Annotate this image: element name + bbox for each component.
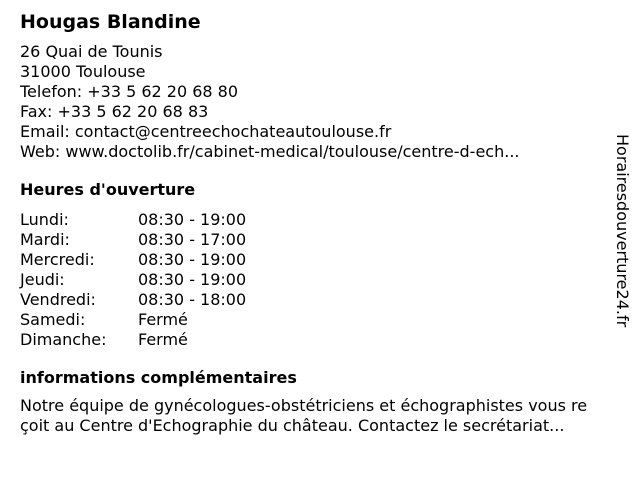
hours-row-thursday bbox=[20, 270, 632, 290]
site-watermark bbox=[611, 134, 633, 374]
opening-hours-heading: Heures d'ouverture bbox=[20, 180, 196, 199]
day-label: Mercredi: bbox=[20, 250, 95, 269]
time-range: 08:30 - 19:00 bbox=[138, 210, 247, 229]
time-range: Fermé bbox=[138, 310, 188, 329]
hours-row-wednesday bbox=[20, 250, 632, 270]
hours-row-tuesday bbox=[20, 230, 632, 250]
additional-info-heading: informations complémentaires bbox=[20, 368, 297, 387]
business-card bbox=[20, 8, 632, 436]
day-label: Dimanche: bbox=[20, 330, 107, 349]
time-range: 08:30 - 17:00 bbox=[138, 230, 247, 249]
hours-row-monday bbox=[20, 210, 632, 230]
additional-info-line: çoit au Centre d'Echographie du château. Contactez le secrétariat... bbox=[20, 416, 565, 435]
additional-info-line: Notre équipe de gynécologues-obstétriciens et échographistes vous re bbox=[20, 396, 588, 415]
opening-hours-table bbox=[20, 210, 632, 350]
business-name: Hougas Blandine bbox=[20, 11, 201, 33]
time-range: Fermé bbox=[138, 330, 188, 349]
day-label: Jeudi: bbox=[20, 270, 65, 289]
day-label: Mardi: bbox=[20, 230, 70, 249]
address-street: 26 Quai de Tounis bbox=[20, 42, 163, 61]
website-url: Web: www.doctolib.fr/cabinet-medical/toulouse/centre-d-ech... bbox=[20, 142, 520, 161]
fax-number: Fax: +33 5 62 20 68 83 bbox=[20, 102, 209, 121]
hours-row-sunday bbox=[20, 330, 632, 350]
time-range: 08:30 - 19:00 bbox=[138, 270, 247, 289]
time-range: 08:30 - 19:00 bbox=[138, 250, 247, 269]
day-label: Vendredi: bbox=[20, 290, 96, 309]
email-address: Email: contact@centreechochateautoulouse.fr bbox=[20, 122, 392, 141]
day-label: Lundi: bbox=[20, 210, 69, 229]
address-city: 31000 Toulouse bbox=[20, 62, 146, 81]
hours-row-friday bbox=[20, 290, 632, 310]
phone-number: Telefon: +33 5 62 20 68 80 bbox=[20, 82, 239, 101]
site-watermark-text: Horairesdouverture24.fr bbox=[613, 134, 632, 328]
time-range: 08:30 - 18:00 bbox=[138, 290, 247, 309]
additional-info-text bbox=[20, 396, 632, 436]
day-label: Samedi: bbox=[20, 310, 86, 329]
hours-row-saturday bbox=[20, 310, 632, 330]
